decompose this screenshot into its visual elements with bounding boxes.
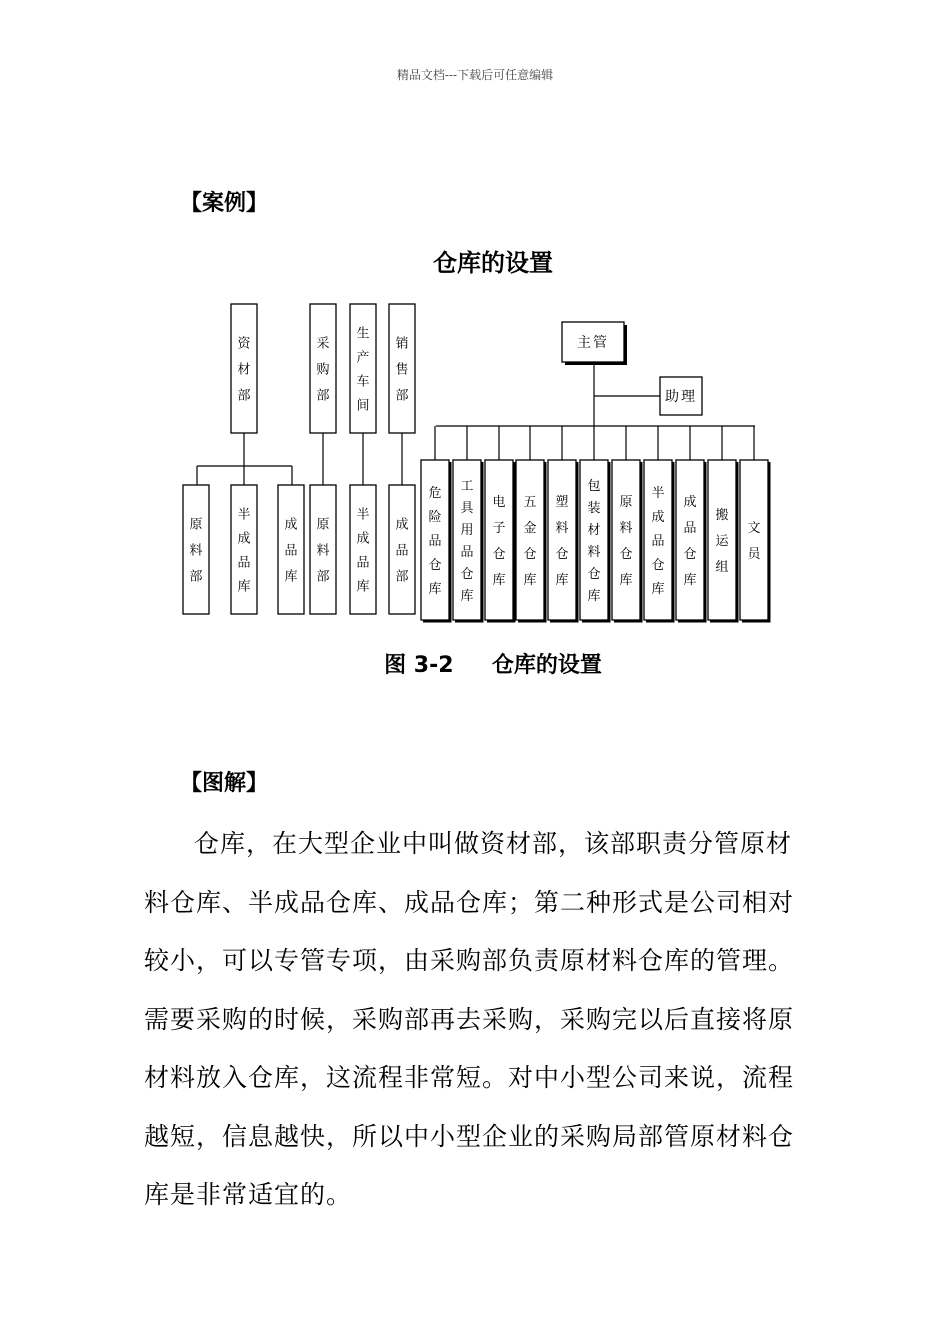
box-char: 库	[237, 579, 251, 595]
box-char: 半	[356, 507, 370, 523]
box-char: 原	[619, 494, 633, 510]
box-char: 金	[523, 520, 537, 536]
staff-box-9	[676, 460, 707, 622]
box-char: 部	[237, 388, 251, 404]
box-char: 仓	[619, 546, 633, 562]
box-char: 库	[356, 579, 370, 595]
box-char: 料	[587, 544, 601, 560]
box-char: 库	[587, 588, 601, 604]
box-char: 部	[316, 569, 330, 585]
box-char: 成	[237, 531, 251, 547]
staff-box-5	[548, 460, 579, 622]
box-char: 品	[651, 533, 665, 549]
staff-box-7	[612, 460, 643, 622]
box-char: 部	[189, 569, 203, 585]
figure-caption: 图 3-2 仓库的设置	[384, 653, 602, 678]
box-char: 材	[237, 362, 251, 378]
box-char: 危	[428, 485, 442, 501]
body-paragraph-block	[144, 815, 808, 1225]
body-paragraph: 仓库，在大型企业中叫做资材部，该部职责分管原材料仓库、半成品仓库、成品仓库；第二种形式是公司相对较小，可以专管专项，由采购部负责原材料仓库的管理。需要采购的时候，采购部再去采购，采购完以后直接将原材料放入仓库，这流程非常短。对中小型公司来说，流程越短，信息越快，所以中小型企业的采购局部管原材料仓库是非常适宜的。	[144, 829, 795, 1209]
staff-box-11	[740, 460, 771, 622]
box-char: 文	[747, 520, 761, 536]
box-char: 库	[523, 572, 537, 588]
box-char: 品	[460, 544, 474, 560]
box-char: 仓	[492, 546, 506, 562]
box-char: 子	[492, 520, 506, 536]
box-char: 料	[619, 520, 633, 536]
caigou-child-yuanliao	[310, 485, 336, 614]
box-char: 品	[237, 555, 251, 571]
page-header-note: 精品文档---下载后可任意编辑	[396, 68, 554, 82]
org-chart	[0, 0, 950, 640]
svg-text:主管: 主管	[577, 335, 609, 351]
dept-caigou-box	[310, 304, 336, 433]
staff-box-10	[708, 460, 739, 622]
case-heading: 【案例】	[180, 191, 269, 216]
box-char: 电	[492, 494, 506, 510]
box-char: 部	[395, 569, 409, 585]
zicai-child-yuanliao	[183, 485, 209, 614]
chart-title: 仓库的设置	[433, 249, 553, 277]
box-char: 材	[587, 522, 601, 538]
box-char: 售	[395, 362, 409, 378]
box-char: 库	[619, 572, 633, 588]
shengchan-child-banchengpin	[350, 485, 376, 614]
box-char: 品	[395, 543, 409, 559]
diagram-heading: 【图解】	[180, 771, 269, 796]
staff-box-6	[580, 460, 611, 622]
box-char: 料	[555, 520, 569, 536]
staff-box-4	[516, 460, 547, 622]
box-char: 运	[715, 533, 729, 549]
box-char: 生	[356, 326, 370, 342]
box-char: 库	[428, 581, 442, 597]
zicai-child-chengpin	[278, 485, 304, 614]
box-char: 品	[683, 520, 697, 536]
box-char: 工	[460, 478, 474, 494]
box-char: 仓	[555, 546, 569, 562]
box-char: 成	[356, 531, 370, 547]
box-char: 间	[356, 398, 370, 414]
box-char: 搬	[715, 507, 729, 523]
box-char: 品	[428, 533, 442, 549]
box-char: 仓	[460, 566, 474, 582]
box-char: 品	[284, 543, 298, 559]
dept-shengchan-box	[350, 304, 376, 433]
svg-text:助理: 助理	[665, 389, 697, 405]
box-char: 用	[460, 522, 474, 538]
box-char: 原	[316, 517, 330, 533]
box-char: 购	[316, 362, 330, 378]
box-char: 产	[356, 350, 370, 366]
box-char: 部	[316, 388, 330, 404]
box-char: 仓	[523, 546, 537, 562]
box-char: 塑	[555, 494, 569, 510]
box-char: 员	[747, 546, 761, 562]
box-char: 部	[395, 388, 409, 404]
assistant-box	[660, 377, 702, 415]
box-char: 险	[428, 509, 442, 525]
box-char: 装	[587, 500, 601, 516]
box-char: 库	[555, 572, 569, 588]
box-char: 仓	[587, 566, 601, 582]
box-char: 库	[460, 588, 474, 604]
dept-xiaoshou-box	[389, 304, 415, 433]
box-char: 库	[651, 581, 665, 597]
zicai-child-banchengpin	[231, 485, 257, 614]
box-char: 组	[715, 559, 729, 575]
box-char: 料	[316, 543, 330, 559]
box-char: 成	[651, 509, 665, 525]
box-char: 仓	[651, 557, 665, 573]
org-boxes	[183, 304, 771, 622]
box-char: 五	[523, 494, 537, 510]
staff-box-8	[644, 460, 675, 622]
box-char: 仓	[683, 546, 697, 562]
box-char: 库	[492, 572, 506, 588]
dept-zicai-box	[231, 304, 257, 433]
box-char: 销	[395, 336, 409, 352]
box-char: 仓	[428, 557, 442, 573]
box-char: 原	[189, 517, 203, 533]
box-char: 半	[651, 485, 665, 501]
staff-box-3	[485, 460, 516, 622]
box-char: 料	[189, 543, 203, 559]
supervisor-box	[562, 322, 627, 365]
box-char: 成	[284, 517, 298, 533]
xiaoshou-child-chengpin	[389, 485, 415, 614]
box-char: 车	[356, 374, 370, 390]
box-char: 品	[356, 555, 370, 571]
box-char: 采	[316, 336, 330, 352]
staff-box-2	[453, 460, 484, 622]
staff-box-1	[421, 460, 452, 622]
box-char: 库	[284, 569, 298, 585]
box-char: 包	[587, 478, 601, 494]
box-char: 具	[460, 500, 474, 516]
box-char: 资	[237, 336, 251, 352]
box-char: 成	[683, 494, 697, 510]
box-char: 半	[237, 507, 251, 523]
box-char: 库	[683, 572, 697, 588]
box-char: 成	[395, 517, 409, 533]
